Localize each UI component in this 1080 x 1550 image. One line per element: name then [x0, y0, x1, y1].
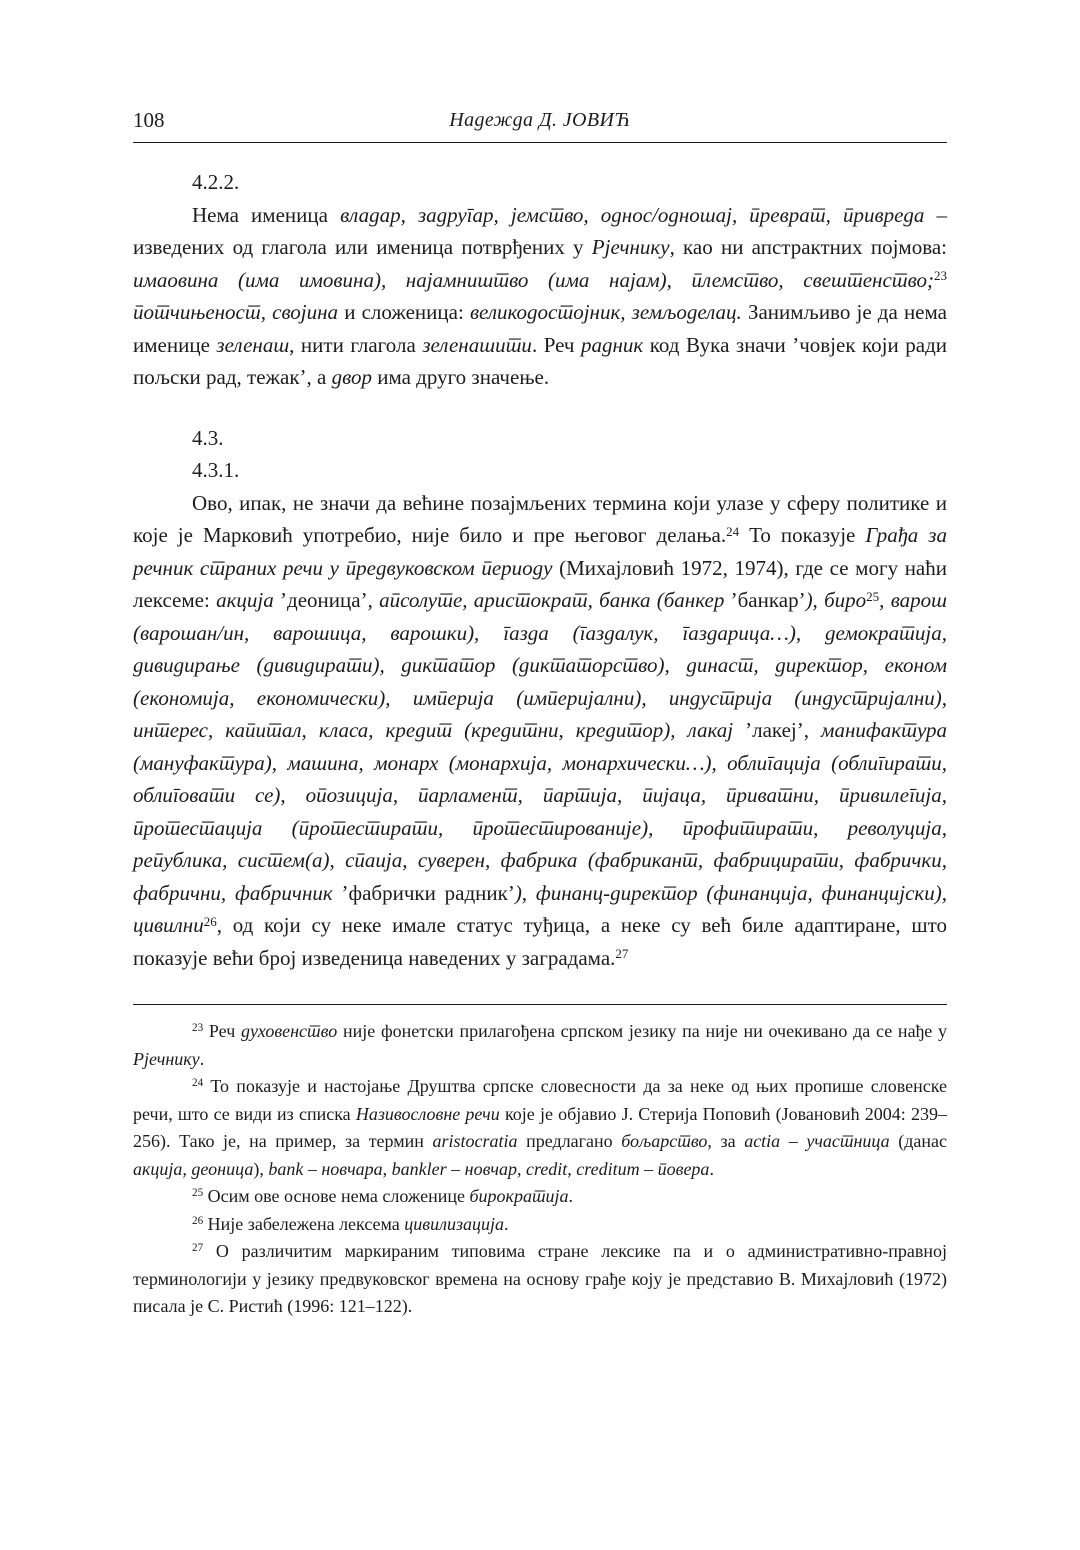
footnote-24: $^{24}$ То показује и настојање Друштва српске словесности да за неке од њих пропише словенске речи, што се види из списка Називословне речи које је објавио Ј. Стерија Поповић (Јовановић 2004: 239–256). Тако је, на пример, за термин aristocratia предлагано бољарство, за actia – участница (данас акција, деоница), bank – новчара, bankler – новчар, credit, creditum – повера. [133, 1076, 947, 1179]
section-heading-4-3: 4.3. [192, 425, 224, 450]
page-content [133, 107, 947, 1321]
footnote-27: $^{27}$ О различитим маркираним типовима стране лексике па и о административно-правној терминологији у језику предвуковског времена на основу грађе коју је представио В. Михајловић (1972) писала је С. Ристић (1996: 121–122). [133, 1241, 947, 1316]
page-header [133, 107, 947, 143]
running-head: Надежда Д. ЈОВИЋ [449, 109, 631, 131]
footnotes-section [133, 1004, 947, 1321]
page-number: 108 [133, 108, 165, 132]
paragraph-4-2-2: Нема именица владар, задругар, јемство, однос/одношај, преврат, привреда – изведених од глагола или именица потврђених у Рјечнику, као ни апстрактних појмова: имаовина (има имовина), најамништво (има најам), племство, свештенство;$^{23}$ потчињеност, својина и сложеница: великодостојник, земљоделац. Занимљиво је да нема именице зеленаш, нити глагола зеленашити. Реч радник код Вука значи ’човјек који ради пољски рад, тежак’, а двор има друго значење. [133, 202, 948, 389]
footnote-25: $^{25}$ Осим ове основе нема сложенице бирократија. [192, 1186, 574, 1206]
article-body [133, 166, 947, 974]
footnote-23: $^{23}$ Реч духовенство није фонетски прилагођена српском језику па није ни очекивано да се нађе у Рјечнику. [133, 1021, 947, 1069]
section-heading-4-3-1: 4.3.1. [192, 458, 240, 482]
paragraph-4-3-1: Ово, ипак, не значи да већине позајмљених термина који улазе у сферу политике и које је Марковић употребио, није било и пре његовог делања.$^{24}$ То показује Грађа за речник страних речи у предвуковском периоду (Михајловић 1972, 1974), где се могу наћи лексеме: акција ’деоница’, апсолуте, аристократ, банка (банкер ’банкар’), биро$^{25}$, варош (варошан/ин, варошица, варошки), газда (газдалук, газдарица…), демократија, дивидирање (дивидирати), диктатор (диктаторство), династ, директор, економ (економија, економически), империја (империјални), индустрија (индустријални), интерес, капитал, класа, кредит (кредитни, кредитор), лакај ’лакеј’, манифактура (мануфактура), машина, монарх (монархија, монархически…), облигација (облигирати, облиговати се), опозиција, парламент, партија, пијаца, приватни, привилегија, протестација (протестирати, протестированије), профитирати, револуција, република, систем(а), спаија, суверен, фабрика (фабрикант, фабрицирати, фабрички, фабрични, фабричник ’фабрички радник’), финанц-директор (финанција, финанцијски), цивилни$^{26}$, од који су неке имале статус туђица, а неке су већ биле адаптиране, што показује већи број изведеница наведених у заградама.$^{27}$ [133, 490, 948, 970]
footnote-26: $^{26}$ Није забележена лексема цивилизација. [192, 1213, 509, 1234]
section-heading-4-2-2: 4.2.2. [192, 170, 240, 194]
